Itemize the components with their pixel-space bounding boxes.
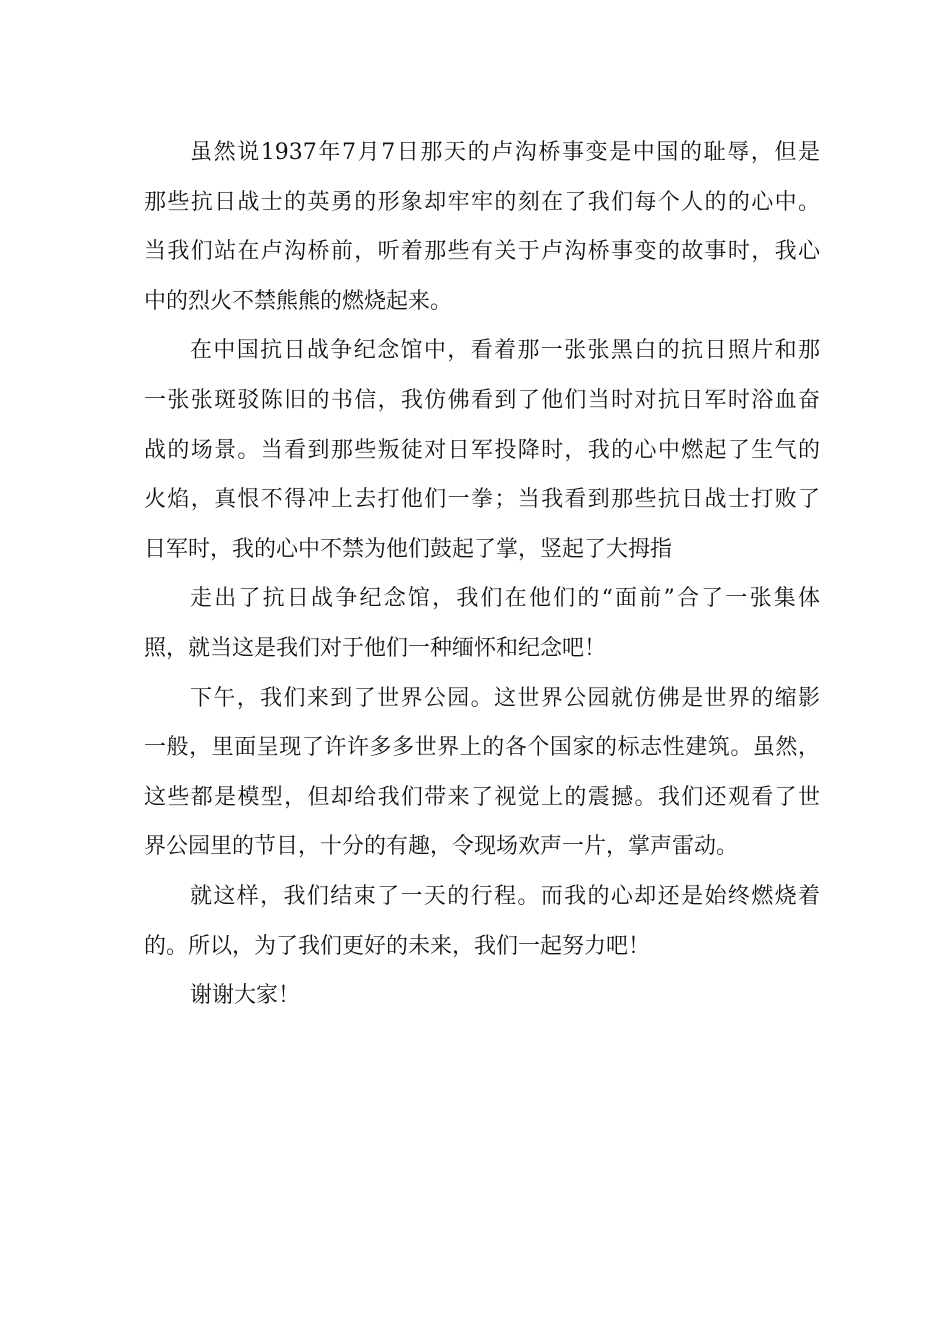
paragraph-4-line-1: 下午，我们来到了世界公园。这世界公园就仿佛是世界的缩影 [190,685,820,711]
paragraph-2-line-2: 一张张斑驳陈旧的书信，我仿佛看到了他们当时对抗日军时浴血奋 [144,387,820,413]
paragraph-4-line-4: 界公园里的节目，十分的有趣，令现场欢声一片，掌声雷动。 [144,834,739,860]
paragraph-1-line-3: 当我们站在卢沟桥前，听着那些有关于卢沟桥事变的故事时，我心 [144,239,820,265]
paragraph-2-line-5: 日军时，我的心中不禁为他们鼓起了掌，竖起了大拇指 [144,536,673,562]
document-body [144,128,820,1021]
paragraph-4-line-3: 这些都是模型，但却给我们带来了视觉上的震撼。我们还观看了世 [144,784,820,810]
paragraph-1-line-2: 那些抗日战士的英勇的形象却牢牢的刻在了我们每个人的的心中。 [144,189,820,215]
paragraph-1-line-4: 中的烈火不禁熊熊的燃烧起来。 [144,288,453,314]
paragraph-2-line-1: 在中国抗日战争纪念馆中，看着那一张张黑白的抗日照片和那 [190,338,820,364]
paragraph-4-line-2: 一般，里面呈现了许许多多世界上的各个国家的标志性建筑。虽然， [144,735,820,761]
closing-line: 谢谢大家！ [190,983,301,1009]
paragraph-1-line-1: 虽然说1937年7月7日那天的卢沟桥事变是中国的耻辱，但是 [190,140,820,165]
paragraph-2-line-4: 火焰，真恨不得冲上去打他们一拳；当我看到那些抗日战士打败了 [144,487,820,513]
paragraph-2-line-3: 战的场景。当看到那些叛徒对日军投降时，我的心中燃起了生气的 [144,437,820,463]
paragraph-3-line-2: 照，就当这是我们对于他们一种缅怀和纪念吧！ [144,635,607,661]
paragraph-3-line-1: 走出了抗日战争纪念馆，我们在他们的“面前”合了一张集体 [190,586,820,612]
paragraph-5-line-2: 的。所以，为了我们更好的未来，我们一起努力吧！ [144,933,651,959]
paragraph-5-line-1: 就这样，我们结束了一天的行程。而我的心却还是始终燃烧着 [190,883,820,909]
